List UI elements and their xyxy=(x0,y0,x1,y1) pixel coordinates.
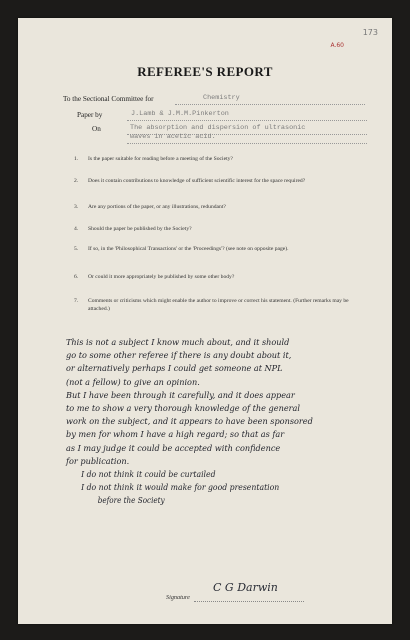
hand-line: This is not a subject I know much about, and it should xyxy=(66,337,290,347)
hand-line: (not a fellow) to give an opinion. xyxy=(66,376,200,387)
hand-line: by men for whom I have a high regard; so that as far xyxy=(66,429,285,440)
question-6: 6. Or could it more appropriately be published by some other body? xyxy=(74,274,235,280)
hand-line: I do not think it would make for good presentation xyxy=(81,482,280,493)
question-3: 3. Are any portions of the paper, or any illustrations, redundant? xyxy=(74,204,226,210)
hand-line: or alternatively perhaps I could get someone at NPL xyxy=(66,363,283,374)
hand-line: But I have been through it carefully, and it does appear xyxy=(66,389,295,400)
question-1: 1. Is the paper suitable for reading before a meeting of the Society? xyxy=(74,156,233,162)
on-label: On xyxy=(92,125,101,133)
folio-number: 173 xyxy=(362,28,378,37)
reference-mark: A.60 xyxy=(330,42,344,49)
question-4: 4. Should the paper be published by the Society? xyxy=(74,226,192,232)
committee-value: Chemistry xyxy=(203,94,240,102)
hand-line: before the Society xyxy=(97,495,165,506)
handwritten-comments xyxy=(66,336,386,508)
on-value-line-2: waves in acetic acid. xyxy=(130,133,216,141)
signature-line xyxy=(194,601,304,602)
page-title: REFEREE'S REPORT xyxy=(137,64,273,79)
paper-by-value: J.Lamb & J.M.M.Pinkerton xyxy=(131,110,229,118)
question-2: 2. Does it contain contributions to knowledge of sufficient scientific interest for the space required? xyxy=(74,178,306,184)
paper-by-line xyxy=(127,119,367,121)
hand-line: as I may judge it could be accepted with confidence xyxy=(66,442,281,453)
committee-line xyxy=(175,103,365,105)
signature: C G Darwin xyxy=(213,581,278,594)
on-line-2 xyxy=(127,142,367,144)
question-7: 7. Comments or criticisms which might enable the author to improve or correct his statement. (Further remarks may be attached.) xyxy=(74,298,349,312)
hand-line: work on the subject, and it appears to have been sponsored xyxy=(66,416,313,427)
hand-line: I do not think it could be curtailed xyxy=(81,469,216,480)
hand-line: to me to show a very thorough knowledge of the general xyxy=(66,403,300,414)
hand-line: for publication. xyxy=(66,455,130,466)
hand-line: go to some other referee if there is any doubt about it, xyxy=(66,350,292,361)
on-value-line-1: The absorption and dispersion of ultrasonic xyxy=(130,124,306,132)
paper-by-label: Paper by xyxy=(77,111,103,119)
committee-label: To the Sectional Committee for xyxy=(63,95,154,103)
question-5: 5. If so, in the 'Philosophical Transactions' or the 'Proceedings'? (see note on opposite page). xyxy=(74,246,289,252)
signature-label: Signature xyxy=(166,594,190,601)
report-page xyxy=(18,18,392,624)
